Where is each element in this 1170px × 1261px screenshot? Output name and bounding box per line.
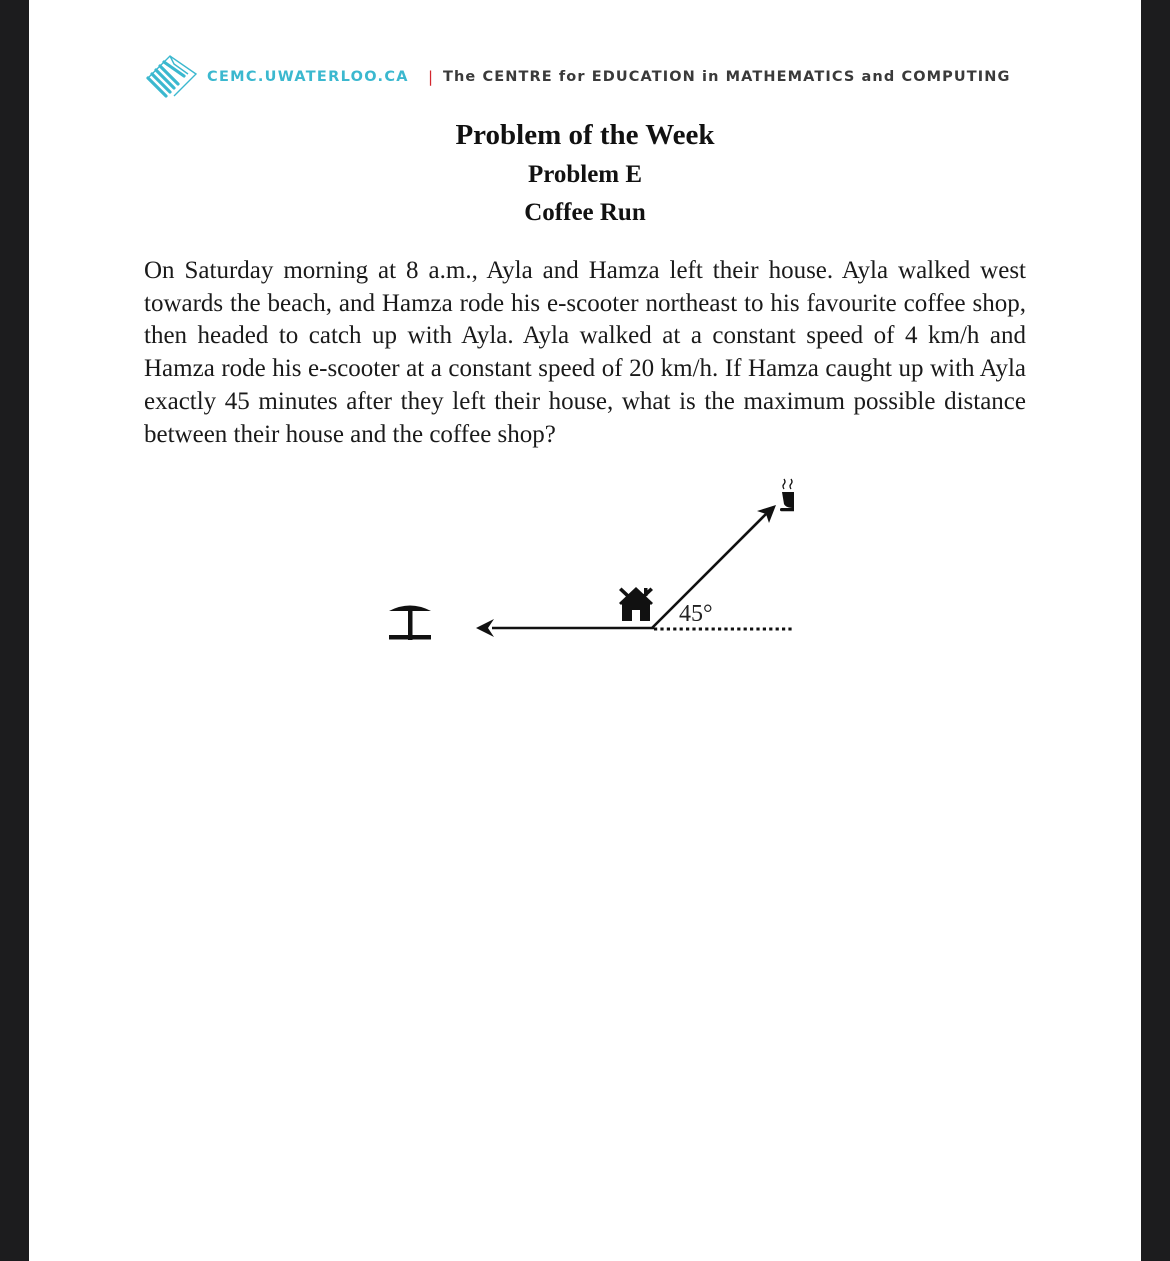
page-title: Problem of the Week (455, 119, 715, 151)
coffee-cup-icon (780, 479, 794, 511)
beach-umbrella-icon (389, 606, 431, 641)
problem-statement: On Saturday morning at 8 a.m., Ayla and Hamza left their house. Ayla walked west towards the beach, and Hamza rode his e-scooter northeast to his favourite coffee shop, then headed to catch up with Ayla. Ayla walked at a constant speed of 4 km/h and Hamza rode his e-scooter at a constant speed of 20 km/h. If Hamza caught up with Ayla exactly 45 minutes after they left their house, what is the maximum possible distance between their house and the coffee shop? (144, 257, 1026, 448)
site-name[interactable]: CEMC.UWATERLOO.CA (207, 69, 409, 85)
problem-label: Problem E (527, 161, 643, 188)
centre-name: The CENTRE for EDUCATION in MATHEMATICS and COMPUTING (443, 69, 1011, 85)
document-page (29, 0, 1141, 1261)
header (144, 52, 1044, 102)
header-separator: | (428, 68, 434, 86)
house-icon (619, 587, 653, 621)
west-arrowhead-icon (476, 619, 494, 637)
angle-label: 45° (679, 601, 713, 627)
diagram (374, 470, 794, 645)
cemc-logo-icon (144, 52, 200, 102)
problem-name: Coffee Run (524, 199, 646, 226)
